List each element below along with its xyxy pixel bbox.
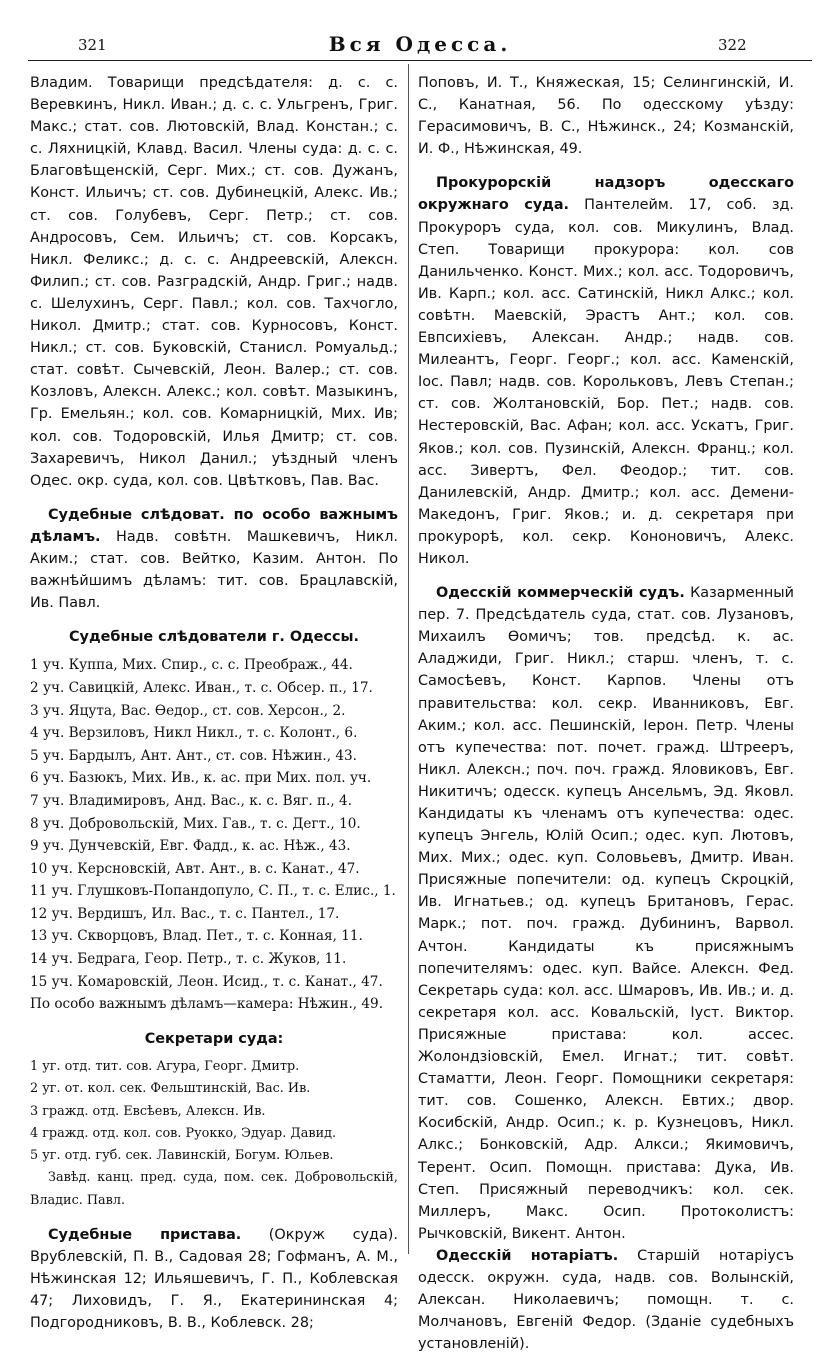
secretaries-heading: Секретари суда: <box>144 1030 284 1047</box>
notary-text: Старшій нотаріусъ одесск. окружн. суда, надв. сов. Волынскій, Алексан. Николаевичъ; помощн. т. с. Молчановъ, Евгеній Федор. (Зданіе судебныхъ установленій). <box>418 1247 794 1353</box>
list-item: 9 уч. Дунчевскій, Евг. Фадд., к. ас. Нѣж., 43. <box>30 838 351 855</box>
investigators-list <box>30 654 398 1016</box>
list-item: 3 уч. Яцута, Вас. Ѳедор., ст. сов. Херсон., 2. <box>30 702 346 719</box>
list-item: 12 уч. Вердишъ, Ил. Вас., т. с. Пантел., 17. <box>30 905 340 922</box>
running-title: Вся Одесса. <box>328 32 512 56</box>
bailiffs-text: (Окруж суда). Врублевскій, П. В., Садовая 28; Гофманъ, А. М., Нѣжинская 12; Ильяшевичъ, Г. П., Коблевская 47; Лиховидъ, Г. Я., Екатерининская 4; Подгородниковъ, В. В., Коблевск. 28; <box>30 1227 398 1332</box>
notary-heading: Одесскій нотаріатъ. <box>436 1247 619 1264</box>
prosecutor-paragraph <box>418 172 794 570</box>
list-item: 7 уч. Владимировъ, Анд. Вас., к. с. Вяг. п., 4. <box>30 792 352 809</box>
list-item: 1 уг. отд. тит. сов. Агура, Георг. Дмитр. <box>30 1058 300 1074</box>
page-number-right: 322 <box>718 36 747 54</box>
list-item: 1 уч. Куппа, Мих. Спир., с. с. Преображ., 44. <box>30 657 353 674</box>
left-column <box>30 72 398 1334</box>
list-item: 5 уг. отд. губ. сек. Лавинскій, Богум. Юльев. <box>30 1148 334 1164</box>
list-item: 15 уч. Комаровскій, Леон. Исид., т. с. Канат., 47. <box>30 973 383 990</box>
secretaries-note: Завѣд. канц. пред. суда, пом. сек. Добровольскій, Владис. Павл. <box>30 1170 398 1208</box>
notary-paragraph <box>418 1245 794 1355</box>
page-number-left: 321 <box>78 36 107 54</box>
column-divider <box>408 64 409 1254</box>
right-column <box>418 72 794 1355</box>
list-item: 11 уч. Глушковъ-Попандопуло, С. П., т. с. Елис., 1. <box>30 883 396 900</box>
bailiffs-continued-paragraph: Поповъ, И. Т., Княжеская, 15; Селингинскій, И. С., Канатная, 56. По одесскому уѣзду: Герасимовичъ, В. С., Нѣжинск., 24; Козманскій, И. Ф., Нѣжинская, 49. <box>418 75 794 158</box>
list-item: 2 уч. Савицкій, Алекс. Иван., т. с. Обсер. п., 17. <box>30 679 373 696</box>
list-item: 6 уч. Базюкъ, Мих. Ив., к. ас. при Мих. пол. уч. <box>30 770 372 787</box>
special-investigators-heading: Судебные слѣдоват. по особо важнымъ дѣламъ. <box>30 506 398 545</box>
special-investigators-paragraph <box>30 504 398 614</box>
list-item: 3 гражд. отд. Евсѣевъ, Алексн. Ив. <box>30 1103 266 1119</box>
special-investigators-text: Надв. совѣтн. Машкевичъ, Никл. Аким.; стат. сов. Вейтко, Казим. Антон. По важнѣйшимъ дѣламъ: тит. сов. Брацлавскій, Ив. Павл. <box>30 528 398 612</box>
page-header <box>0 22 840 60</box>
investigators-heading: Судебные слѣдователи г. Одессы. <box>69 629 359 646</box>
list-item: 10 уч. Керсновскій, Авт. Ант., в. с. Канат., 47. <box>30 860 360 877</box>
header-rule <box>28 60 812 61</box>
list-item: 13 уч. Скворцовъ, Влад. Пет., т. с. Конная, 11. <box>30 928 363 945</box>
list-item: 5 уч. Бардылъ, Ант. Ант., ст. сов. Нѣжин., 43. <box>30 747 357 764</box>
list-item: По особо важнымъ дѣламъ—камера: Нѣжин., 49. <box>30 996 384 1013</box>
list-item: 4 гражд. отд. кол. сов. Руокко, Эдуар. Давид. <box>30 1125 337 1141</box>
list-item: 2 уг. от. кол. сек. Фельштинскій, Вас. Ив. <box>30 1081 311 1097</box>
prosecutor-heading: Прокурорскій надзоръ одесскаго окружнаго суда. <box>418 175 794 214</box>
bailiffs-paragraph <box>30 1224 398 1334</box>
list-item: 4 уч. Верзиловъ, Никл Никл., т. с. Колонт., 6. <box>30 725 358 742</box>
commerce-court-text: Казарменный пер. 7. Предсѣдатель суда, стат. сов. Лузановъ, Михаилъ Ѳомичъ; тов. предсѣд. к. ас. Аладжиди, Григ. Никл.; старш. членъ, т. с. Самосѣевъ, Конст. Карпов. Члены отъ правительства: кол. секр. Иванниковъ, Евг. Аким.; кол. асс. Пешинскій, Іерон. Петр. Члены отъ купечества: пот. почет. гражд. Штрееръ, Никл. Алексн.; поч. поч. гражд. Яловиковъ, Евг. Никитичъ; одесск. купецъ Ансельмъ, Эд. Яковл. Кандидаты къ членамъ отъ купечества: одес. купецъ Энгель, Юлій Осип.; одес. куп. Лютовъ, Мих. Мих.; одес. куп. Соловьевъ, Дмитр. Иван. Присяжные попечители: од. купецъ Скроцкій, Ив. Игнатьев.; од. купецъ Британовъ, Герас. Марк.; пот. поч. гражд. Дубининъ, Варвол. Ачтон. Кандидаты къ присяжнымъ попечителямъ: одес. куп. Вайсе. Алексн. Фед. Секретарь суда: кол. асс. Шмаровъ, Ив. Ив.; и. д. секретаря кол. асс. Ковальскій, Іуст. Виктор. Присяжные пристава: кол. ассес. Жолондзіовскій, Емел. Игнат.; тит. совѣт. Стаматти, Леон. Георг. Помощники секретаря: тит. сов. Сошенко, Алексн. Евтих.; двор. Косибскій, Андр. Осип.; к. р. Кузнецовъ, Никл. Алкс.; Бонковскій, Адр. Алкси.; Якимовичъ, Терент. Осип. Помощн. пристава: Дука, Ив. Степ. Присяжный переводчикъ: кол. сек. Миллеръ, Макс. Осип. Протоколистъ: Рычковскій, Викент. Антон. <box>418 585 794 1242</box>
bailiffs-heading: Судебные пристава. <box>48 1227 242 1244</box>
list-item: 14 уч. Бедрага, Геор. Петр., т. с. Жуков, 11. <box>30 951 347 968</box>
commerce-court-heading: Одесскій коммерческій судъ. <box>436 585 685 602</box>
secretaries-list <box>30 1056 398 1212</box>
court-members-paragraph: Владим. Товарищи предсѣдателя: д. с. с. Веревкинъ, Никл. Иван.; д. с. с. Ульгренъ, Григ. Макс.; стат. сов. Лютовскій, Влад. Констан.; с. с. Ляхницкій, Клавд. Васил. Члены суда: д. с. с. Благовѣщенскій, Серг. Мих.; ст. сов. Дужанъ, Конст. Ильичъ; ст. сов. Дубинецкій, Алекс. Ив.; ст. сов. Голубевъ, Серг. Петр.; ст. сов. Андросовъ, Сем. Ильичъ; ст. сов. Корсакъ, Никл. Феликс.; д. с. с. Андреевскій, Алексн. Филип.; ст. сов. Разградскій, Андр. Григ.; надв. с. Шелухинъ, Серг. Павл.; кол. сов. Тахчогло, Никол. Дмитр.; стат. сов. Курносовъ, Конст. Никл.; ст. сов. Буковскій, Станисл. Ромуальд.; стат. совѣт. Сычевскій, Леон. Валер.; ст. сов. Козловъ, Алексн. Алекс.; кол. совѣт. Мазыкинъ, Гр. Емельян.; кол. сов. Комарницкій, Мих. Ив; кол. сов. Тодоровскій, Илья Дмитр; ст. сов. Захаревичъ, Никол Данил.; уѣздный членъ Одес. окр. суда, кол. сов. Цвѣтковъ, Пав. Вас. <box>30 75 398 489</box>
prosecutor-text: Пантелейм. 17, соб. зд. Прокуроръ суда, кол. сов. Микулинъ, Влад. Степ. Товарищи прокурора: кол. сов Данильченко. Конст. Мих.; кол. асс. Тодоровичъ, Ив. Карп.; кол. асс. Сатинскій, Никл Алкс.; кол. совѣтн. Маевскій, Эрастъ Ант.; кол. сов. Евпсихіевъ, Алексан. Андр.; надв. сов. Милеантъ, Георг. Георг.; кол. асс. Каменскій, Іос. Павл; надв. сов. Корольковъ, Левъ Степан.; ст. сов. Жолтановскій, Бор. Пет.; надв. сов. Нестеровскій, Вас. Афан; кол. асс. Ускатъ, Григ. Яков.; кол. сов. Пузинскій, Алексн. Франц.; кол. асс. Зивертъ, Фел. Феодор.; тит. сов. Данилевскій, Андр. Дмитр.; кол. асс. Демени-Македонъ, Григ. Яков.; и. д. секретаря при прокурорѣ, кол. секр. Кононовичъ, Алекс. Никол. <box>418 197 795 567</box>
commerce-court-paragraph <box>418 582 794 1245</box>
list-item: 8 уч. Добровольскій, Мих. Гав., т. с. Дегт., 10. <box>30 815 361 832</box>
